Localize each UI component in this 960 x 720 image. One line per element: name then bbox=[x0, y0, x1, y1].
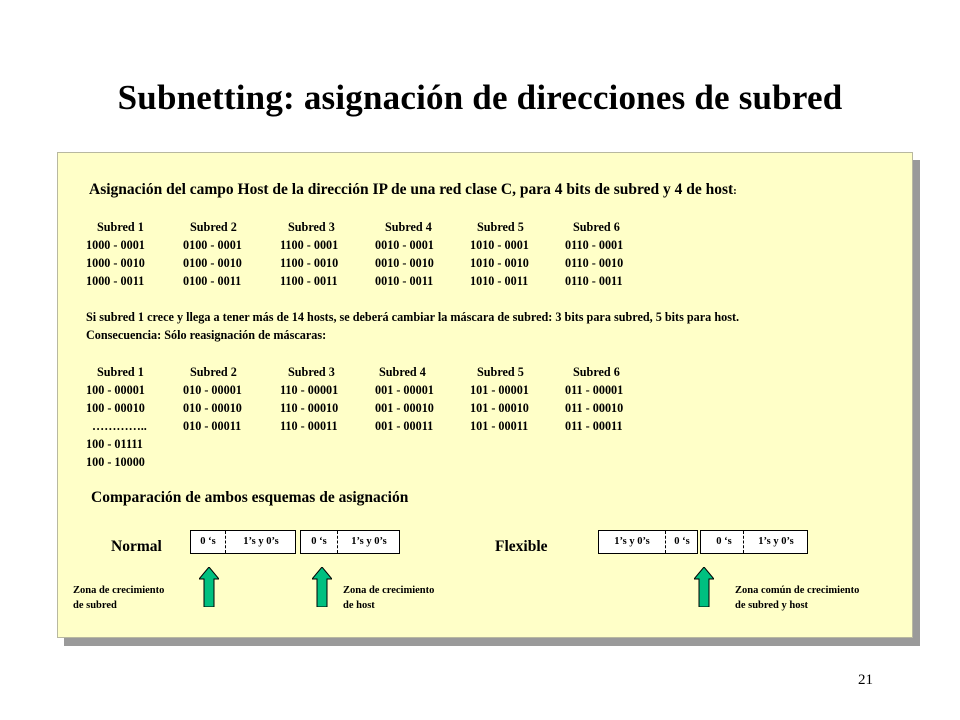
table-cell: 011 - 00011 bbox=[565, 419, 623, 433]
subnet-zeros-segment: 0 ‘s bbox=[200, 536, 216, 547]
zeros-segment: 0 ‘s bbox=[311, 536, 327, 547]
table-header: Subred 6 bbox=[573, 365, 620, 379]
table-cell: 0110 - 0010 bbox=[565, 256, 624, 270]
table-cell: 001 - 00010 bbox=[375, 401, 434, 415]
subnet-bits-segment: 1’s y 0’s bbox=[614, 536, 650, 547]
table-cell: 1010 - 0001 bbox=[470, 238, 529, 252]
table-cell: 1100 - 0011 bbox=[280, 274, 338, 288]
table-cell: 100 - 01111 bbox=[86, 437, 143, 451]
table-cell: 010 - 00001 bbox=[183, 383, 242, 397]
zeros-segment: 0 ‘s bbox=[716, 536, 732, 547]
up-arrow-icon bbox=[312, 567, 332, 607]
table-header: Subred 1 bbox=[97, 365, 144, 379]
table-cell: 101 - 00001 bbox=[470, 383, 529, 397]
page-number: 21 bbox=[858, 672, 873, 688]
table-cell: 0010 - 0010 bbox=[375, 256, 434, 270]
table-cell: 1100 - 0010 bbox=[280, 256, 339, 270]
zone-label-line: Zona de crecimiento bbox=[343, 585, 435, 596]
note-line-2: Consecuencia: Sólo reasignación de máscaras: bbox=[86, 328, 327, 342]
table-cell: 100 - 00010 bbox=[86, 401, 145, 415]
table-cell: 011 - 00010 bbox=[565, 401, 624, 415]
table-header: Subred 4 bbox=[385, 220, 432, 234]
normal-subnet-host-box bbox=[190, 530, 296, 554]
note-line-1: Si subred 1 crece y llega a tener más de 14 hosts, se deberá cambiar la máscara de subred: 3 bits para subred, 5 bits para host. bbox=[86, 310, 740, 324]
host-bits-segment: 1’s y 0’s bbox=[758, 536, 794, 547]
table-cell: 0010 - 0001 bbox=[375, 238, 434, 252]
zone-label-line: Zona común de crecimiento bbox=[735, 585, 860, 596]
up-arrow-icon bbox=[199, 567, 219, 607]
table-header: Subred 4 bbox=[379, 365, 426, 379]
table-cell: 0110 - 0011 bbox=[565, 274, 623, 288]
table-cell: 110 - 00010 bbox=[280, 401, 339, 415]
zone-common-growth-label bbox=[735, 583, 859, 613]
table-cell: 0100 - 0011 bbox=[183, 274, 242, 288]
table-cell: 100 - 00001 bbox=[86, 383, 145, 397]
up-arrow-icon bbox=[694, 567, 714, 607]
table-cell: 100 - 10000 bbox=[86, 455, 145, 469]
table-cell: 101 - 00011 bbox=[470, 419, 529, 433]
table-header: Subred 5 bbox=[477, 365, 524, 379]
zone-subnet-growth-label bbox=[73, 583, 164, 613]
table-cell: 0110 - 0001 bbox=[565, 238, 624, 252]
zone-label-line: de subred y host bbox=[735, 600, 809, 611]
table-cell: 101 - 00010 bbox=[470, 401, 529, 415]
zone-label-line: de host bbox=[343, 600, 375, 611]
normal-host-box bbox=[300, 530, 400, 554]
table-cell: 010 - 00011 bbox=[183, 419, 242, 433]
table-cell: 1000 - 0011 bbox=[86, 274, 145, 288]
table-header: Subred 2 bbox=[190, 365, 237, 379]
table-cell-ellipsis: ………….. bbox=[92, 419, 147, 433]
zone-label-line: Zona de crecimiento bbox=[73, 585, 165, 596]
section1-heading bbox=[89, 181, 737, 199]
table-cell: 110 - 00011 bbox=[280, 419, 338, 433]
table-cell: 1000 - 0001 bbox=[86, 238, 145, 252]
table-cell: 1010 - 0010 bbox=[470, 256, 529, 270]
table-header: Subred 3 bbox=[288, 220, 335, 234]
flexible-host-box bbox=[700, 530, 808, 554]
table-cell: 1010 - 0011 bbox=[470, 274, 529, 288]
flexible-label: Flexible bbox=[495, 538, 548, 555]
table-header: Subred 6 bbox=[573, 220, 620, 234]
table-cell: 001 - 00011 bbox=[375, 419, 434, 433]
table-header: Subred 5 bbox=[477, 220, 524, 234]
table-cell: 011 - 00001 bbox=[565, 383, 624, 397]
comparison-heading: Comparación de ambos esquemas de asignación bbox=[91, 489, 409, 506]
table-cell: 0010 - 0011 bbox=[375, 274, 434, 288]
normal-label: Normal bbox=[111, 538, 162, 555]
table-cell: 010 - 00010 bbox=[183, 401, 242, 415]
table-cell: 0100 - 0010 bbox=[183, 256, 242, 270]
table-cell: 1000 - 0010 bbox=[86, 256, 145, 270]
bits-segment: 1’s y 0’s bbox=[351, 536, 387, 547]
table-header: Subred 3 bbox=[288, 365, 335, 379]
table-cell: 110 - 00001 bbox=[280, 383, 339, 397]
table-cell: 0100 - 0001 bbox=[183, 238, 242, 252]
section1-heading-tail: : bbox=[733, 185, 737, 197]
table-header: Subred 1 bbox=[97, 220, 144, 234]
host-bits-segment: 1’s y 0’s bbox=[243, 536, 279, 547]
section1-heading-text: Asignación del campo Host de la dirección IP de una red clase C, para 4 bits de subred y 4 de host bbox=[89, 181, 734, 198]
table-header: Subred 2 bbox=[190, 220, 237, 234]
table-cell: 001 - 00001 bbox=[375, 383, 434, 397]
flexible-subnet-box bbox=[598, 530, 698, 554]
slide-title: Subnetting: asignación de direcciones de subred bbox=[117, 78, 843, 117]
zone-label-line: de subred bbox=[73, 600, 117, 611]
table-cell: 1100 - 0001 bbox=[280, 238, 339, 252]
zeros-segment: 0 ‘s bbox=[674, 536, 690, 547]
zone-host-growth-label bbox=[343, 583, 434, 613]
